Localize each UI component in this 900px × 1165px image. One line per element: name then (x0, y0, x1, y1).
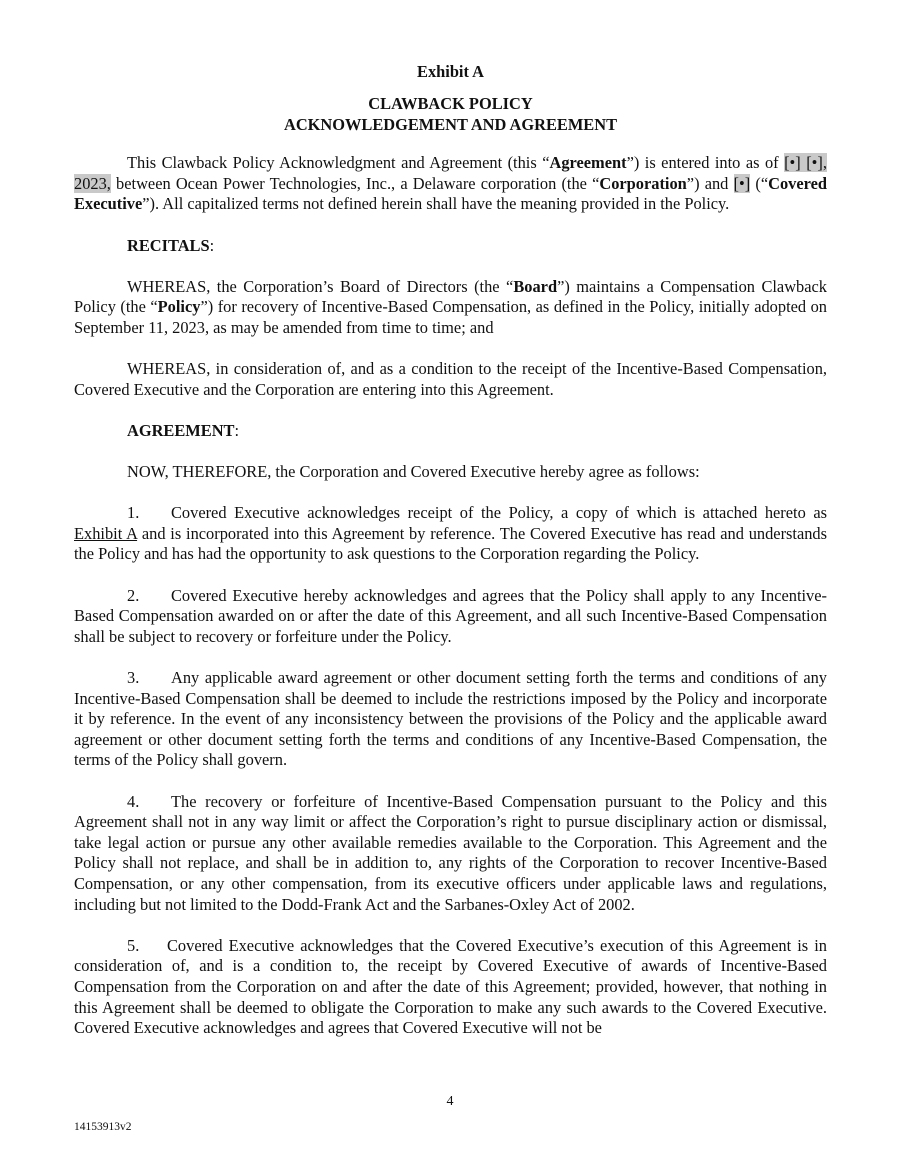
agreement-heading (74, 421, 827, 442)
item-5-text: Covered Executive acknowledges that the Covered Executive’s execution of this Agreement is in consideration of, and is a condition to, the receipt by Covered Executive of awards of Incentive-Based Compensation from the Corporation on and after the date of this Agreement; provided, however, that nothing in this Agreement shall be deemed to obligate the Corporation to make any such awards to the Covered Executive. Covered Executive acknowledges and agrees that Covered Executive will not be (74, 935, 827, 1038)
intro-paragraph (74, 153, 827, 215)
item-number: 5. (127, 935, 140, 955)
intro-text-4: ”) and (686, 173, 734, 193)
agreement-item-5 (74, 936, 827, 1039)
exhibit-label: Exhibit A (417, 62, 484, 81)
agreement-lead: NOW, THEREFORE, the Corporation and Covered Executive hereby agree as follows: (127, 462, 700, 482)
recital-2: WHEREAS, in consideration of, and as a condition to the receipt of the Incentive-Based Compensation, Covered Executive and the Corporation are entering into this Agreement. (74, 359, 827, 399)
agreement-item-1 (74, 503, 827, 565)
date-placeholder: [•] [•], 2023, (74, 153, 827, 193)
defined-term-board: Board (513, 276, 558, 296)
item-number: 4. (127, 791, 140, 811)
agreement-item-2 (74, 586, 827, 648)
exhibit-a-reference: Exhibit A (74, 523, 138, 543)
recitals-heading-text: RECITALS (127, 235, 210, 255)
defined-term-agreement: Agreement (549, 153, 627, 173)
page-number: 4 (446, 1094, 454, 1109)
title-line-1: CLAWBACK POLICY (368, 94, 533, 113)
document-title (74, 94, 827, 135)
agreement-heading-text: AGREEMENT (127, 420, 235, 440)
item-3-text: Any applicable award agreement or other document setting forth the terms and conditions of any Incentive-Based Compensation shall be deemed to include the restrictions imposed by the Policy and incorporate it by reference. In the event of any inconsistency between the provisions of the Policy and the applicable award agreement or other document setting forth the terms and conditions of any Incentive-Based Compensation, the terms of the Policy shall govern. (74, 668, 827, 770)
name-placeholder: [•] (733, 173, 751, 193)
item-1-text-b: and is incorporated into this Agreement by reference. The Covered Executive has read and understands the Policy and has had the opportunity to ask questions to the Corporation regarding the Policy. (74, 523, 827, 564)
agreement-item-4 (74, 792, 827, 916)
recitals-colon: : (209, 235, 215, 255)
recital-1 (74, 277, 827, 339)
agreement-colon: : (234, 420, 240, 440)
item-number: 1. (127, 503, 140, 523)
title-line-2: ACKNOWLEDGEMENT AND AGREEMENT (283, 114, 617, 134)
recitals-heading (74, 236, 827, 257)
item-2-text: Covered Executive hereby acknowledges and agrees that the Policy shall apply to any Incentive-Based Compensation awarded on or after the date of this Agreement, and all such Incentive-Based Compensation shall be subject to recovery or forfeiture under the Policy. (74, 585, 827, 646)
item-number: 3. (127, 668, 140, 688)
document-body (74, 62, 827, 1059)
intro-text-6: ”). All capitalized terms not defined herein shall have the meaning provided in the Policy. (142, 194, 730, 214)
item-4-text: The recovery or forfeiture of Incentive-Based Compensation pursuant to the Policy and this Agreement shall not in any way limit or affect the Corporation’s right to pursue disciplinary action or dismissal, take legal action or pursue any other available remedies available to the Corporation. This Agreement and the Policy shall not replace, and shall be in addition to, any rights of the Corporation to recover Incentive-Based Compensation, or any other compensation, from its executive officers under applicable laws and regulations, including but not limited to the Dodd-Frank Act and the Sarbanes-Oxley Act of 2002. (74, 791, 827, 914)
intro-text-3: between Ocean Power Technologies, Inc., a Delaware corporation (the “ (110, 173, 600, 193)
intro-text-2: ”) is entered into as of (626, 153, 785, 173)
recital-1-text-a: WHEREAS, the Corporation’s Board of Directors (the “ (127, 276, 514, 296)
recital-1-text-c: ”) for recovery of Incentive-Based Compensation, as defined in the Policy, initially adopted on September 11, 2023, as may be amended from time to time; and (74, 297, 827, 337)
item-1-text-a: Covered Executive acknowledges receipt of the Policy, a copy of which is attached hereto as (171, 503, 827, 523)
defined-term-covered-executive: Covered Executive (74, 173, 827, 214)
intro-text-5: (“ (750, 173, 769, 193)
recital-1-text-b: ”) maintains a Compensation Clawback Policy (the “ (74, 276, 827, 317)
agreement-item-3 (74, 668, 827, 771)
item-number: 2. (127, 585, 140, 605)
document-id: 14153913v2 (74, 1121, 132, 1133)
defined-term-corporation: Corporation (599, 173, 687, 193)
defined-term-policy: Policy (157, 297, 201, 317)
intro-text-1: This Clawback Policy Acknowledgment and Agreement (this “ (127, 153, 550, 173)
